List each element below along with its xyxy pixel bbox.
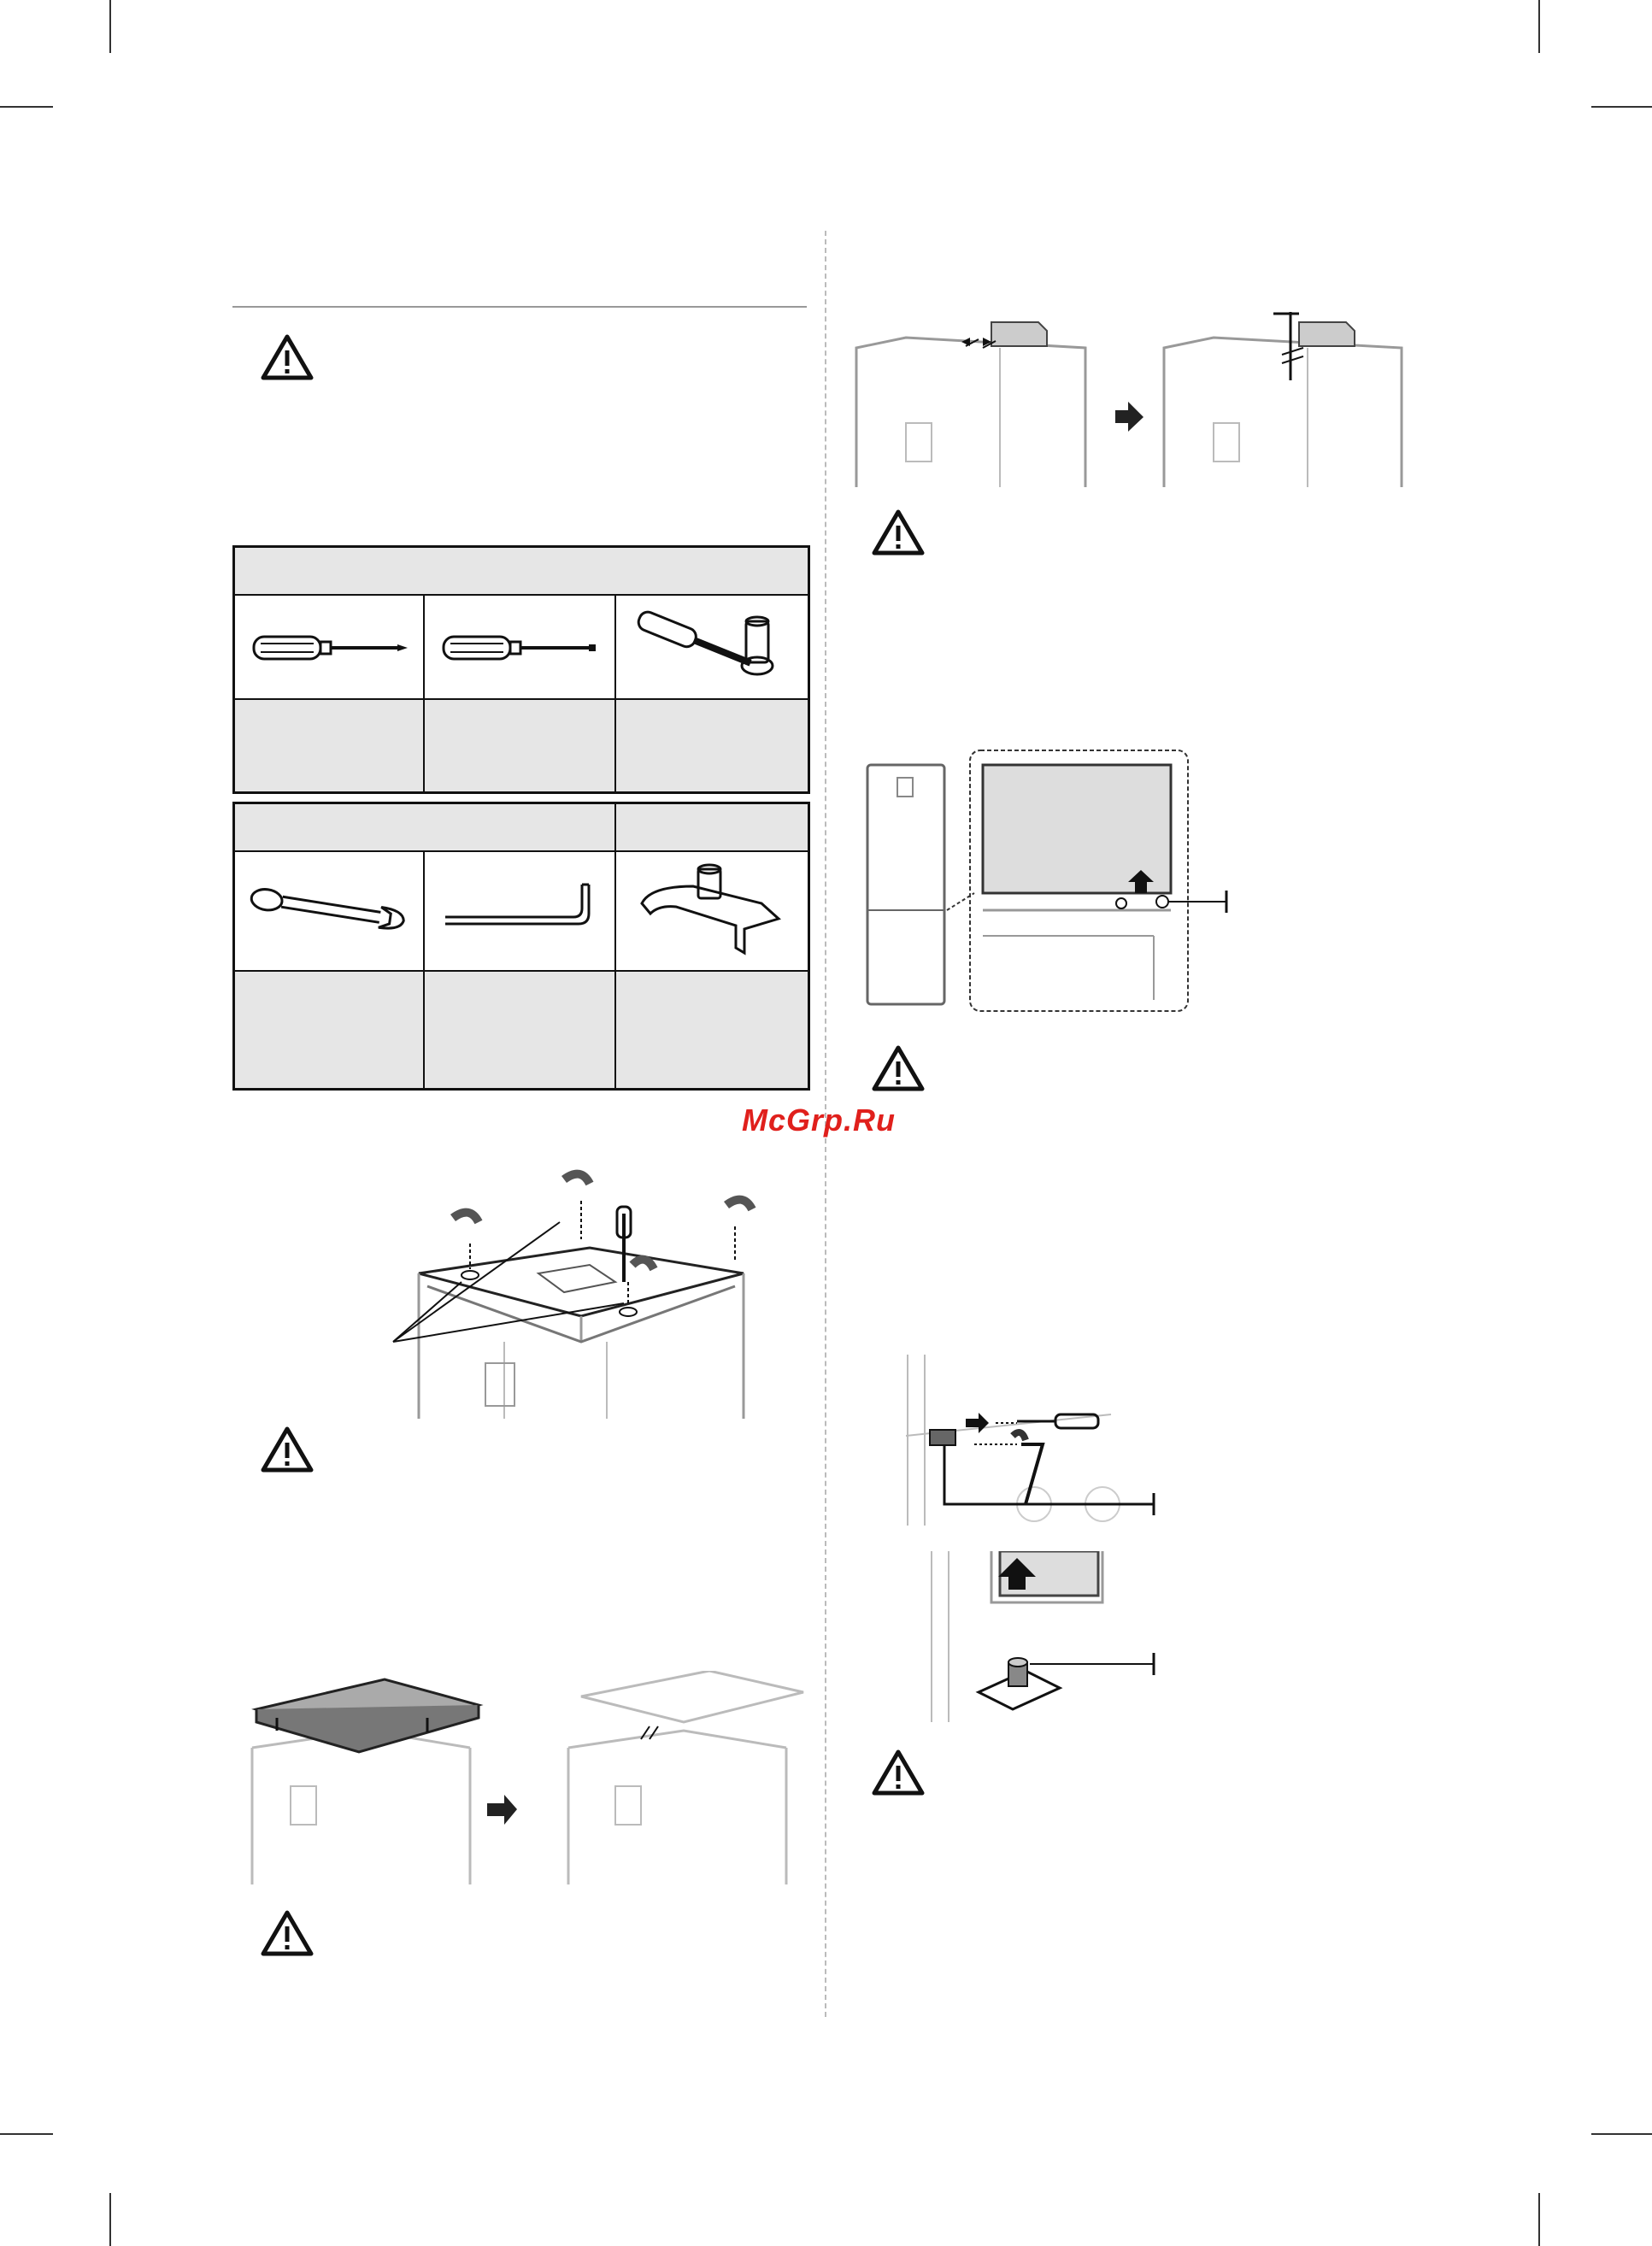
crop-mark	[1591, 106, 1652, 108]
watermark: McGrp.Ru	[742, 1102, 897, 1138]
crop-mark	[109, 0, 111, 53]
tool-caption	[235, 700, 425, 791]
lower-hinge-figure	[906, 1355, 1162, 1526]
socket-wrench-icon	[616, 596, 808, 698]
hex-key-icon	[425, 852, 614, 970]
tool-table-1	[232, 545, 810, 794]
right-arrow-icon	[487, 1795, 517, 1825]
top-cover-screws-figure	[376, 1145, 786, 1419]
crop-mark	[1538, 0, 1540, 53]
tool-cell	[235, 596, 425, 700]
warning-triangle-icon	[261, 1426, 314, 1473]
tool-table-2	[232, 802, 810, 1091]
table-header	[616, 804, 808, 852]
tool-cell	[616, 852, 808, 972]
tool-cell	[425, 596, 616, 700]
tool-caption	[616, 700, 808, 791]
table-header	[235, 548, 808, 596]
warning-triangle-icon	[872, 509, 925, 556]
lift-cover-figure	[248, 1671, 820, 1884]
right-arrow-icon	[1115, 402, 1143, 432]
tool-caption	[425, 972, 616, 1088]
table-header	[235, 804, 616, 852]
warning-triangle-icon	[872, 1749, 925, 1796]
flat-screwdriver-icon	[425, 596, 614, 698]
warning-triangle-icon	[872, 1044, 925, 1092]
tool-caption	[235, 972, 425, 1088]
tool-cell	[616, 596, 808, 700]
leveling-bracket-icon	[616, 852, 808, 970]
tool-caption	[425, 700, 616, 791]
phillips-screwdriver-icon	[235, 596, 423, 698]
tool-cell	[425, 852, 616, 972]
warning-triangle-icon	[261, 333, 314, 381]
leveling-foot-figure	[914, 1551, 1162, 1722]
crop-mark	[1538, 2193, 1540, 2246]
spanner-icon	[235, 852, 423, 970]
door-alignment-figure	[863, 744, 1256, 1017]
top-hinge-figure	[855, 303, 1410, 487]
crop-mark	[1591, 2133, 1652, 2135]
tool-cell	[235, 852, 425, 972]
crop-mark	[109, 2193, 111, 2246]
tool-caption	[616, 972, 808, 1088]
crop-mark	[0, 106, 53, 108]
section-rule	[232, 306, 807, 308]
warning-triangle-icon	[261, 1909, 314, 1957]
crop-mark	[0, 2133, 53, 2135]
